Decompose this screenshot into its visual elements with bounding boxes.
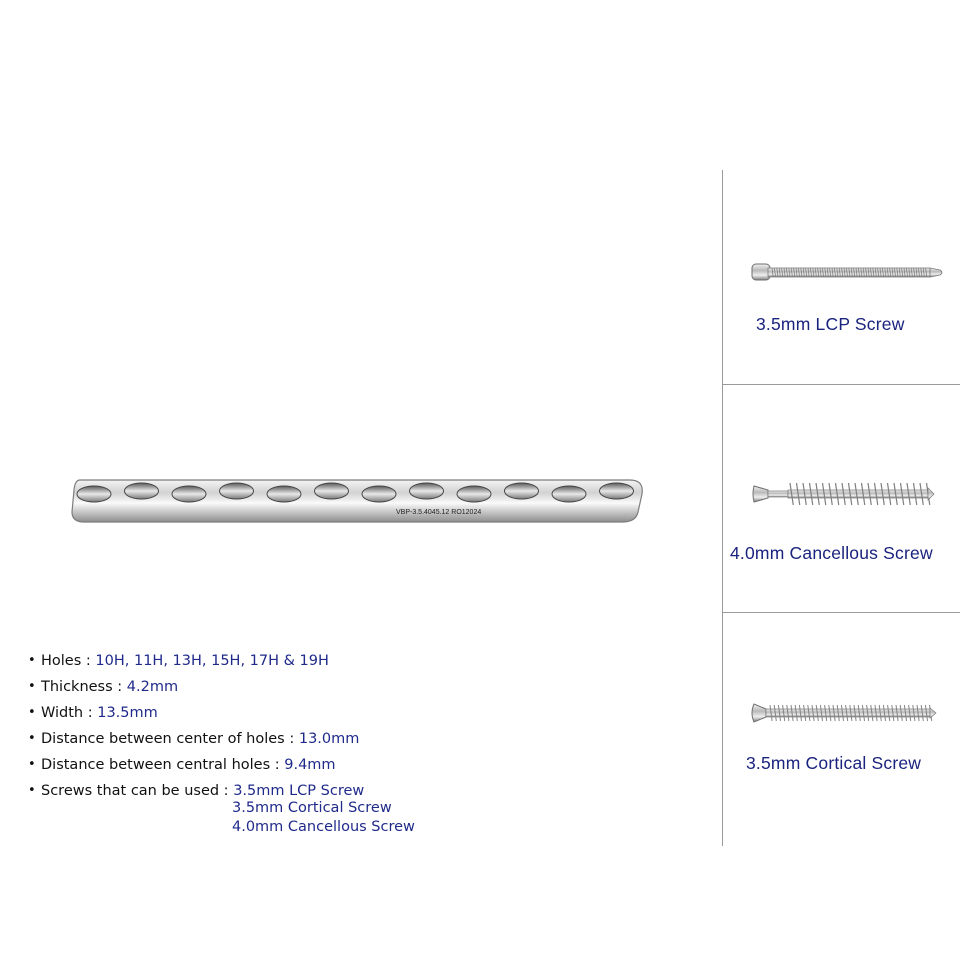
screw-extra-item: 4.0mm Cancellous Screw xyxy=(232,819,415,835)
plate-hole xyxy=(600,483,634,499)
spec-screws xyxy=(28,780,548,799)
spec-central-hole-distance xyxy=(28,754,548,780)
spec-width xyxy=(28,702,548,728)
plate-hole xyxy=(77,486,111,502)
spec-holes xyxy=(28,650,548,676)
spec-label: Distance between center of holes : xyxy=(41,731,299,747)
plate-hole xyxy=(267,486,301,502)
screw-extra-item: 3.5mm Cortical Screw xyxy=(232,800,392,816)
spec-value: 9.4mm xyxy=(284,757,336,773)
bullet-icon: • xyxy=(28,705,36,720)
spec-value: 3.5mm LCP Screw xyxy=(233,783,365,799)
panel-divider xyxy=(722,612,960,613)
spec-value: 4.2mm xyxy=(126,679,179,695)
plate-hole xyxy=(505,483,539,499)
bullet-icon: • xyxy=(28,757,36,772)
spec-value: 13.0mm xyxy=(298,731,360,747)
spec-label: Width : xyxy=(41,705,98,721)
bullet-icon: • xyxy=(28,731,36,746)
plate-hole xyxy=(125,483,159,499)
spec-label: Distance between central holes : xyxy=(41,757,285,773)
spec-thickness xyxy=(28,676,548,702)
plate-hole xyxy=(315,483,349,499)
bullet-icon: • xyxy=(28,679,36,694)
bone-plate-image xyxy=(70,472,650,528)
cancellous-screw-image xyxy=(752,480,937,512)
plate-hole xyxy=(457,486,491,502)
cortical-screw-image xyxy=(750,699,940,731)
plate-hole xyxy=(552,486,586,502)
plate-engraving: VBP-3.5.4045.12 RO12024 xyxy=(396,509,482,516)
lcp-screw-image xyxy=(748,260,948,290)
spec-label: Screws that can be used : xyxy=(41,783,234,799)
lcp-screw-label: 3.5mm LCP Screw xyxy=(756,314,905,334)
plate-hole xyxy=(362,486,396,502)
plate-hole xyxy=(410,483,444,499)
panel-divider-vertical xyxy=(722,170,723,846)
screws-extra-list xyxy=(232,799,532,837)
bullet-icon: • xyxy=(28,783,36,798)
spec-list xyxy=(28,650,548,835)
panel-divider xyxy=(722,384,960,385)
cortical-screw-label: 3.5mm Cortical Screw xyxy=(746,753,922,773)
cancellous-screw-label: 4.0mm Cancellous Screw xyxy=(730,543,933,563)
spec-value: 10H, 11H, 13H, 15H, 17H & 19H xyxy=(95,653,329,669)
plate-hole xyxy=(220,483,254,499)
bullet-icon: • xyxy=(28,653,36,668)
spec-label: Holes : xyxy=(41,653,96,669)
spec-label: Thickness : xyxy=(41,679,127,695)
spec-hole-distance xyxy=(28,728,548,754)
spec-value: 13.5mm xyxy=(97,705,158,721)
plate-hole xyxy=(172,486,206,502)
